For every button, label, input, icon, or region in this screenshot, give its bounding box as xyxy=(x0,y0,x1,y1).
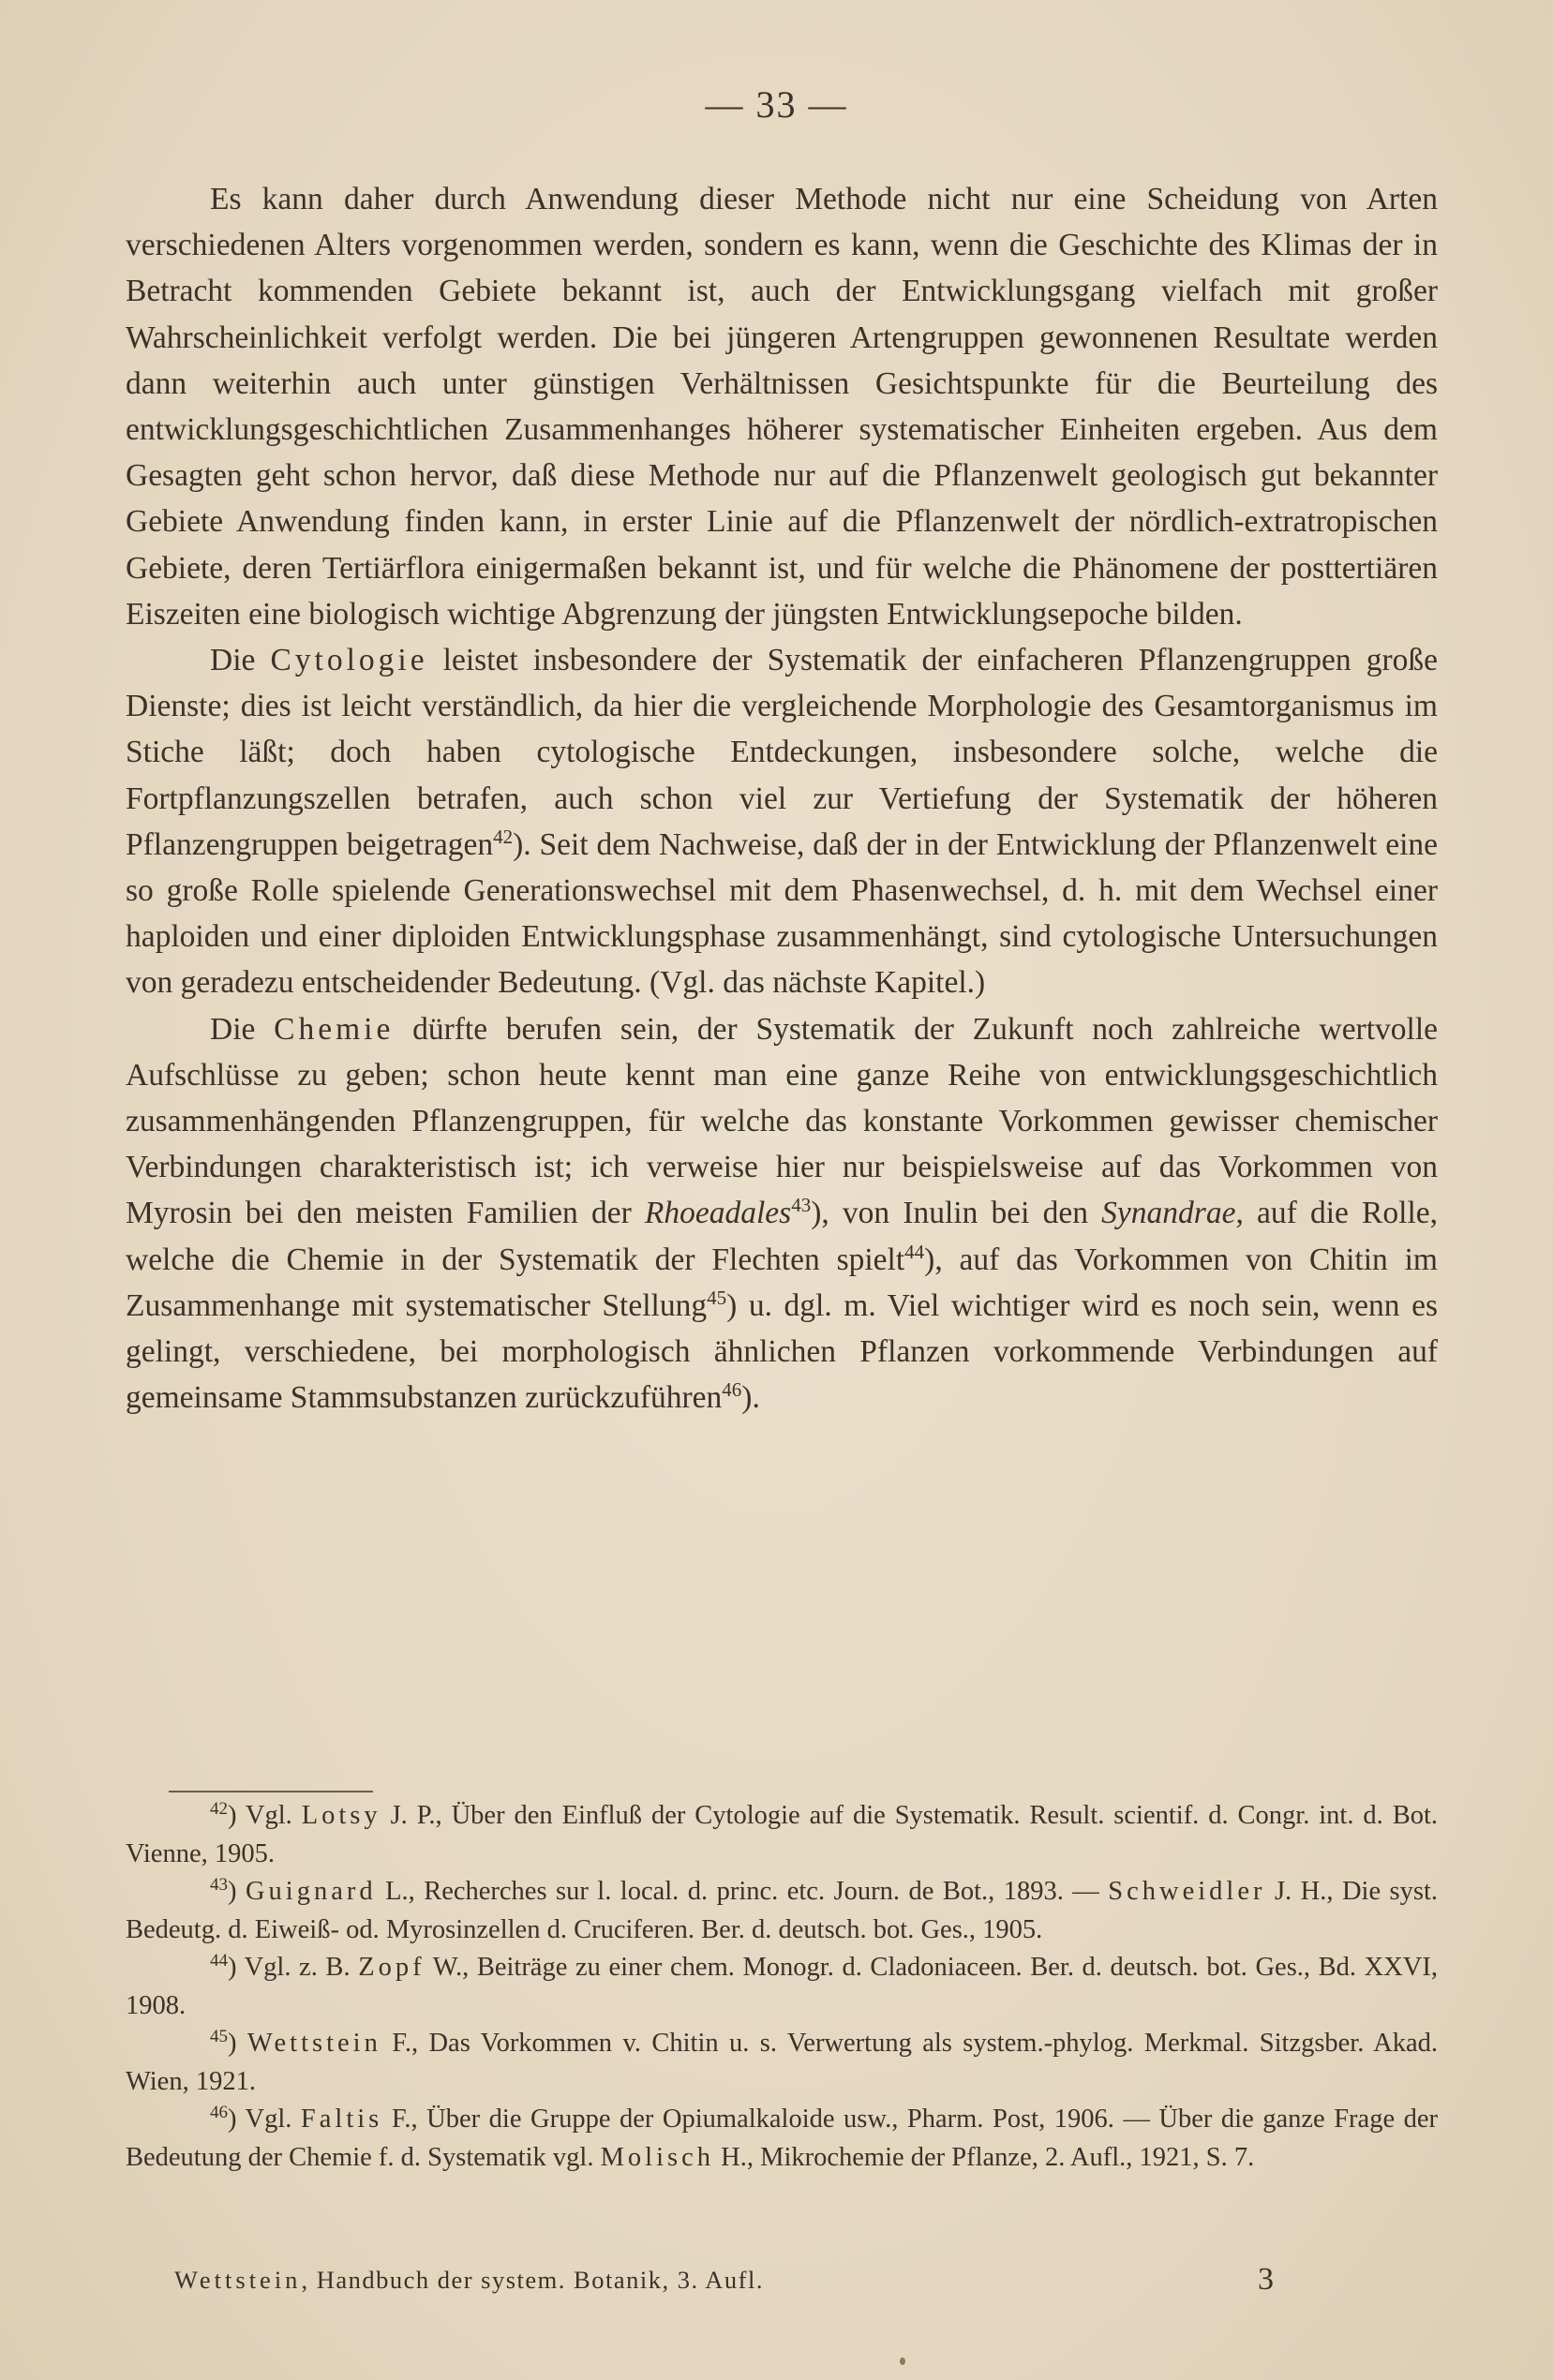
footnote-author: Wettstein xyxy=(246,2029,381,2058)
signature-line: Wettstein, Handbuch der system. Botanik, 3. Aufl. xyxy=(174,2266,764,2294)
footnote-ref-43[interactable]: 43 xyxy=(791,1194,812,1217)
signature-mark: 3 xyxy=(1258,2262,1274,2297)
keyword-cytologie: Cytologie xyxy=(270,643,428,678)
footnote-author: Lotsy xyxy=(301,1801,381,1830)
footnote-author: Faltis xyxy=(300,2105,383,2134)
footnote-author: Schweidler xyxy=(1108,1877,1266,1906)
footnote-45: $^{45}$) Wettstein F., Das Vorkommen v. Chitin u. s. Verwertung als system.-phylog. Merkmal. Sitzgsber. Akad. Wien, 1921. xyxy=(126,2027,1439,2096)
footnote-ref-46[interactable]: 46 xyxy=(722,1378,742,1402)
footnote-divider xyxy=(169,1791,373,1792)
footnote-ref-45[interactable]: 45 xyxy=(707,1286,727,1309)
page-number: — 33 — xyxy=(705,83,848,126)
footnote-ref-42[interactable]: 42 xyxy=(493,825,514,848)
footnote-author: Guignard xyxy=(245,1877,377,1906)
footnote-author: Molisch xyxy=(600,2142,715,2172)
paragraph-cytology: Die Cytologie leistet insbesondere der Systematik der einfacheren Pflanzengruppen große Dienste; dies ist leicht verständlich, da hier die vergleichende Morphologie des Gesamtorganismus im Stiche läßt; doch haben cytologische Entdeckungen, insbesondere solche, welche die Fortpflanzungszellen betrafen, auch schon viel zur Vertiefung der Systematik der höheren Pflanzengruppen beigetragen$^{42}$). Seit dem Nachweise, daß der in der Entwicklung der Pflanzenwelt eine so große Rolle spielende Generationswechsel mit dem Phasenwechsel, d. h. mit dem Wechsel einer haploiden und einer diploiden Entwicklungsphase zusammenhängt, sind cytologische Untersuchungen von geradezu entscheidender Bedeutung. (Vgl. das nächste Kapitel.) xyxy=(126,643,1439,1001)
footnote-ref-44[interactable]: 44 xyxy=(904,1240,925,1263)
footnote-44: $^{44}$) Vgl. z. B. Zopf W., Beiträge zu einer chem. Monogr. d. Cladoniaceen. Ber. d. deutsch. bot. Ges., Bd. XXVI, 1908. xyxy=(126,1951,1438,2020)
footnote-author: Zopf xyxy=(358,1953,426,1982)
ink-speck xyxy=(900,2358,905,2365)
footnote-43: $^{43}$) Guignard L., Recherches sur l. local. d. princ. etc. Journ. de Bot., 1893. — Schweidler J. H., Die syst. Bedeutg. d. Eiweiß- od. Myrosinzellen d. Cruciferen. Ber. d. deutsch. bot. Ges., 1905. xyxy=(126,1875,1439,1944)
taxon-rhoeadales: Rhoeadales xyxy=(644,1196,792,1231)
footnote-46: $^{46}$) Vgl. Faltis F., Über die Gruppe der Opiumalkaloide usw., Pharm. Post, 1906. — Über die ganze Frage der Bedeutung der Chemie f. d. Systematik vgl. Molisch H., Mikrochemie der Pflanze, 2. Aufl., 1921, S. 7. xyxy=(126,2103,1439,2172)
paragraph-method: Es kann daher durch Anwendung dieser Methode nicht nur eine Scheidung von Arten verschiedenen Alters vorgenommen werden, sondern es kann, wenn die Geschichte des Klimas der in Betracht kommenden Gebiete bekannt ist, auch der Entwicklungsgang vielfach mit großer Wahrscheinlichkeit verfolgt werden. Die bei jüngeren Artengruppen gewonnenen Resultate werden dann weiterhin auch unter günstigen Verhältnissen Gesichtspunkte für die Beurteilung des entwicklungsgeschichtlichen Zusammenhanges höherer systematischer Einheiten ergeben. Aus dem Gesagten geht schon hervor, daß diese Methode nur auf die Pflanzenwelt geologisch gut bekannter Gebiete Anwendung finden kann, in erster Linie auf die Pflanzenwelt der nördlich-extratropischen Gebiete, deren Tertiärflora einigermaßen bekannt ist, und für welche die Phänomene der posttertiären Eiszeiten eine biologisch wichtige Abgrenzung der jüngsten Entwicklungsepoche bilden. xyxy=(126,182,1438,632)
footnote-42: $^{42}$) Vgl. Lotsy J. P., Über den Einfluß der Cytologie auf die Systematik. Result. scientif. d. Congr. int. d. Bot. Vienne, 1905. xyxy=(126,1799,1439,1868)
main-text xyxy=(126,176,1438,1421)
keyword-chemie: Chemie xyxy=(274,1011,395,1047)
taxon-synandrae: Synandrae xyxy=(1101,1196,1236,1231)
paragraph-chemistry: Die Chemie dürfte berufen sein, der Systematik der Zukunft noch zahlreiche wertvolle Aufschlüsse zu geben; schon heute kennt man eine ganze Reihe von entwicklungsgeschichtlich zusammenhängenden Pflanzengruppen, für welche das konstante Vorkommen gewisser chemischer Verbindungen charakteristisch ist; ich verweise hier nur beispielsweise auf das Vorkommen von Myrosin bei den meisten Familien der Rhoeadales$^{43}$), von Inulin bei den Synandrae, auf die Rolle, welche die Chemie in der Systematik der Flechten spielt$^{44}$), auf das Vorkommen von Chitin im Zusammenhange mit systematischer Stellung$^{45}$) u. dgl. m. Viel wichtiger wird es noch sein, wenn es gelingt, verschiedene, bei morphologisch ähnlichen Pflanzen vorkommende Verbindungen auf gemeinsame Stammsubstanzen zurückzuführen$^{46}$). xyxy=(126,1011,1439,1416)
footnotes xyxy=(126,1797,1438,2177)
